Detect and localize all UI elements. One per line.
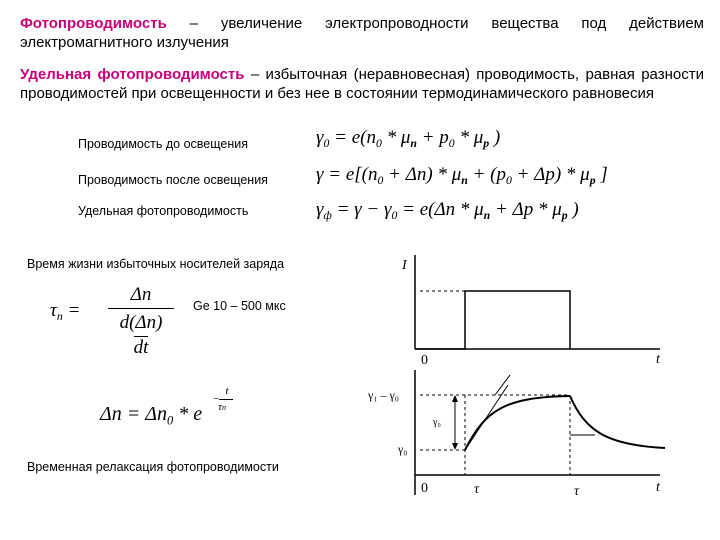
gamma-ph-label: γ₀ (433, 417, 441, 428)
formula-specific-photoconductivity: $\gamma_ф = \gamma - \gamma_0 = e(\Delta n * \mu_n + \Delta p * \mu_p$ ) (316, 199, 579, 223)
top-time-label: t (656, 352, 660, 367)
definition-specific-photoconductivity (20, 65, 704, 103)
label-specific-photoconductivity: Удельная фотопроводимость (78, 204, 249, 218)
tau-rise-label: τ (474, 482, 480, 497)
label-conductivity-before: Проводимость до освещения (78, 137, 248, 151)
gamma-ph-arrow-up (452, 395, 458, 402)
gamma-ph-arrow-down (452, 443, 458, 450)
bottom-time-label: t (656, 480, 660, 495)
tau-decay-label: τ (574, 484, 580, 499)
rise-curve (465, 396, 570, 450)
term-photoconductivity: Фотопроводимость (20, 15, 167, 32)
definition-specific-photoconductivity-text: – избыточная (неравновесная) проводимость, равная разности проводимостей при освещенности и без нее в состоянии термодинамического равновесия (20, 66, 704, 102)
formula-conductivity-before: $\gamma_0 = e(n_0 * \mu_n + p_0 * \mu_p$ ) (316, 127, 501, 151)
label-relaxation: Временная релаксация фотопроводимости (27, 460, 279, 474)
gamma-sum-label: γ₁ – γ₀ (368, 388, 399, 402)
label-ge-lifetime: Ge 10 – 500 мкс (193, 299, 286, 313)
label-conductivity-after: Проводимость после освещения (78, 173, 268, 187)
formula-conductivity-after: $\gamma = e[(n_0 + \Delta n) * \mu_n + (p_0 + \Delta p) * \mu_p$ ] (316, 164, 608, 188)
definition-photoconductivity-text: – увеличение электропроводности вещества под действием электромагнитного излучения (20, 15, 704, 51)
top-origin-label: 0 (421, 353, 428, 368)
label-carrier-lifetime: Время жизни избыточных носителей заряда (27, 257, 285, 271)
definition-photoconductivity (20, 14, 704, 52)
bottom-origin-label: 0 (421, 481, 428, 496)
gamma0-label: γ₀ (398, 442, 408, 456)
term-specific-photoconductivity: Удельная фотопроводимость (20, 66, 245, 83)
top-axis-label: I (402, 258, 407, 273)
relaxation-graph (330, 245, 720, 540)
decay-curve (570, 396, 665, 448)
light-pulse (415, 291, 570, 349)
